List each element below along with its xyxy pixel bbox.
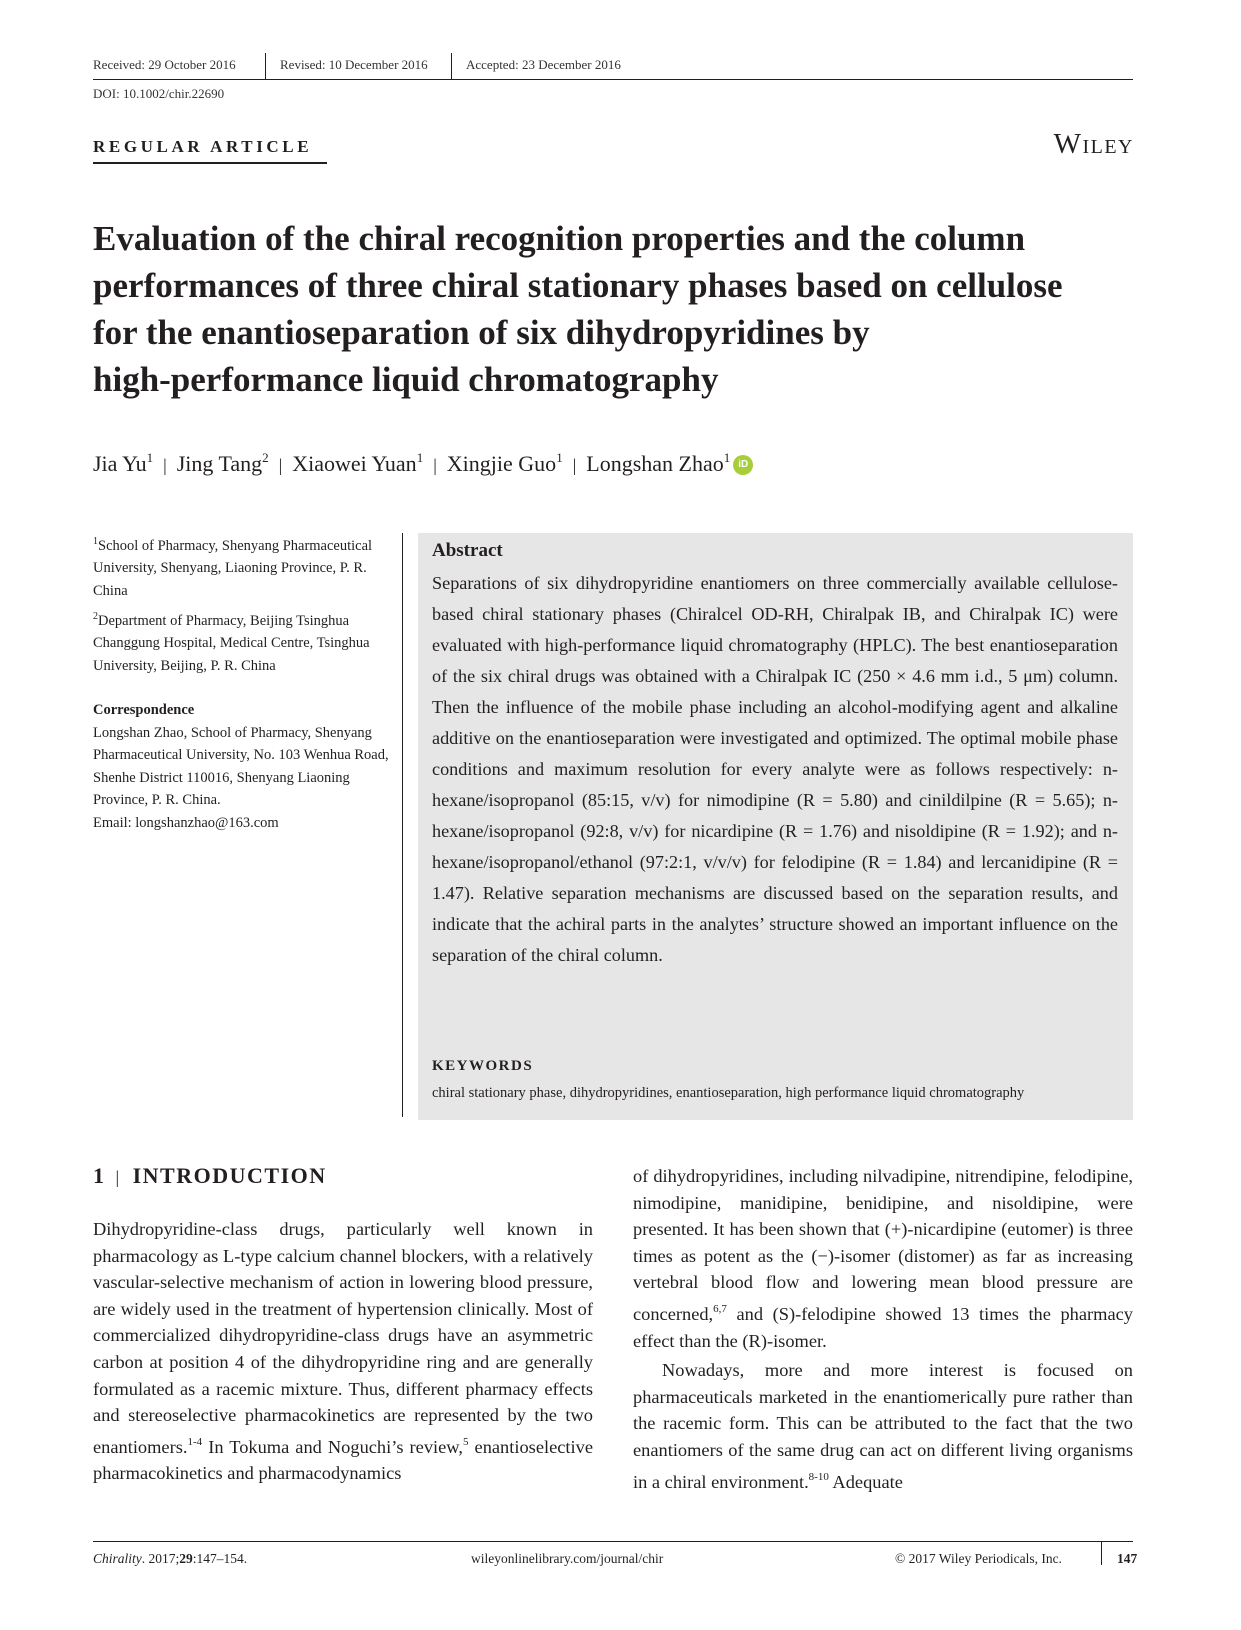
publisher-logo	[1054, 128, 1134, 161]
history-dates	[93, 57, 1133, 81]
affiliation-1	[93, 531, 393, 602]
separator: |	[433, 455, 437, 475]
column-divider	[402, 533, 403, 1117]
affiliation-marker: 2	[262, 450, 269, 465]
author-name[interactable]: Xingjie Guo	[446, 451, 557, 476]
orcid-icon[interactable]: iD	[733, 455, 753, 475]
body-text: In Tokuma and Noguchi’s review,	[202, 1436, 463, 1457]
paragraph	[93, 1216, 593, 1487]
article-title	[93, 215, 1153, 403]
affiliation-marker: 1	[556, 450, 563, 465]
affiliation-2	[93, 606, 393, 677]
body-text: Nowadays, more and more interest is focused on pharmaceuticals marketed in the enantiomerically pure rather than the racemic form. This can be attributed to the fact that the two enantiomers of the same drug can act on different living organisms in a chiral environment.	[633, 1360, 1133, 1492]
footer-citation	[93, 1551, 247, 1567]
citation-year: . 2017;	[141, 1551, 180, 1566]
author-name[interactable]: Longshan Zhao	[586, 451, 724, 476]
citation-volume: 29	[179, 1551, 193, 1566]
section-title: INTRODUCTION	[132, 1163, 327, 1188]
body-text: of dihydropyridines, including nilvadipine, nitrendipine, felodipine, nimodipine, manidipine, benidipine, and nisoldipine, were presented. It has been shown that (+)-nicardipine (eutomer) is three times as potent as the (−)-isomer (distomer) as far as increasing vertebral blood flow and lowering mean blood pressure are concerned,	[633, 1166, 1133, 1324]
abstract-heading: Abstract	[432, 540, 503, 561]
author-name[interactable]: Jia Yu	[93, 451, 147, 476]
keywords-list: chiral stationary phase, dihydropyridines, enantioseparation, high performance liquid chromatography	[432, 1085, 1025, 1101]
publisher-name: Wiley	[1053, 128, 1134, 160]
body-text: Dihydropyridine-class drugs, particularly well known in pharmacology as L-type calcium channel blockers, with a relatively vascular-selective mechanism of action in lowering blood pressure, are widely used in the treatment of hypertension clinically. Most of commercialized dihydropyridine-class drugs have an asymmetric carbon at position 4 of the dihydropyridine ring and are generally formulated as a racemic mixture. Thus, different pharmacy effects and stereoselective pharmacokinetics are represented by the two enantiomers.	[93, 1219, 593, 1457]
affiliation-text: School of Pharmacy, Shenyang Pharmaceutical University, Shenyang, Liaoning Province, P. R. China	[93, 537, 373, 599]
paragraph	[633, 1357, 1133, 1495]
affiliation-marker: 1	[723, 450, 731, 465]
body-text: and (S)-felodipine showed 13 times the pharmacy effect than the (R)-isomer.	[633, 1303, 1133, 1351]
citation-ref[interactable]: 1-4	[187, 1435, 203, 1448]
doi[interactable]: DOI: 10.1002/chir.22690	[93, 86, 225, 101]
abstract-text: Separations of six dihydropyridine enantiomers on three commercially available cellulose-based chiral stationary phases (Chiralcel OD-RH, Chiralpak IB, and Chiralpak IC) were evaluated with high-performance liquid chromatography (HPLC). The best enantioseparation of the six chiral drugs was obtained with a Chiralpak IC (250 × 4.6 mm i.d., 5 μm) column. Then the influence of the mobile phase including an alcohol-modifying agent and alkaline additive on the enantioseparation were investigated and optimized. The optimal mobile phase conditions and maximum resolution for every analyte were as follows respectively: n-hexane/isopropanol (85:15, v/v) for nimodipine (R = 5.80) and cinildilpine (R = 5.65); n-hexane/isopropanol (92:8, v/v) for nicardipine (R = 1.76) and nisoldipine (R = 1.92); and n-hexane/isopropanol/ethanol (97:2:1, v/v/v) for felodipine (R = 1.84) and lercanidipine (R = 1.47). Relative separation mechanisms are discussed based on the separation results, and indicate that the achiral parts in the analytes’ structure showed an important influence on the separation of the chiral column.	[432, 573, 1118, 965]
correspondence-address: Longshan Zhao, School of Pharmacy, Shenyang Pharmaceutical University, No. 103 Wenhua Road, Shenhe District 110016, Shenyang Liaoning Province, P. R. China.	[93, 724, 389, 808]
separator: |	[572, 455, 577, 475]
separator: |	[115, 1167, 121, 1187]
page-number: 147	[1117, 1551, 1138, 1566]
body-column-left	[93, 1216, 593, 1487]
section-number: 1	[93, 1163, 106, 1188]
citation-ref[interactable]: 6,7	[713, 1302, 727, 1315]
title-line: Evaluation of the chiral recognition properties and the column	[93, 219, 1026, 258]
citation-ref[interactable]: 8-10	[808, 1470, 829, 1483]
body-text: enantioselective pharmacokinetics and pharmacodynamics	[93, 1436, 593, 1484]
paragraph	[633, 1163, 1133, 1354]
separator: |	[163, 455, 167, 475]
journal-name: Chirality	[93, 1551, 142, 1566]
article-type: REGULAR ARTICLE	[93, 137, 313, 156]
affiliation-text: Department of Pharmacy, Beijing Tsinghua Changgung Hospital, Medical Centre, Tsinghua University, Beijing, P. R. China	[93, 612, 370, 674]
affiliation-number: 1	[93, 536, 98, 547]
revised-date: Revised: 10 December 2016	[280, 57, 428, 72]
title-line: for the enantioseparation of six dihydropyridines by	[93, 313, 870, 352]
body-column-right	[633, 1163, 1133, 1495]
author-name[interactable]: Jing Tang	[176, 451, 263, 476]
keywords-heading: KEYWORDS	[432, 1058, 534, 1074]
section-heading	[93, 1163, 327, 1189]
affiliation-number: 2	[93, 611, 98, 622]
title-line: performances of three chiral stationary phases based on cellulose	[93, 266, 1063, 305]
correspondence	[93, 699, 393, 834]
header-rule	[93, 79, 1133, 80]
affiliation-marker: 1	[416, 450, 424, 465]
correspondence-title: Correspondence	[93, 702, 195, 718]
citation-ref[interactable]: 5	[462, 1435, 469, 1448]
author-list	[93, 450, 753, 477]
footer-url[interactable]: wileyonlinelibrary.com/journal/chir	[471, 1551, 664, 1566]
affiliation-marker: 1	[146, 450, 154, 465]
footer-copyright: © 2017 Wiley Periodicals, Inc.	[895, 1551, 1062, 1566]
separator	[1101, 1541, 1102, 1565]
received-date: Received: 29 October 2016	[93, 57, 236, 72]
correspondence-email[interactable]: Email: longshanzhao@163.com	[93, 814, 279, 831]
article-type-underline	[93, 162, 327, 164]
footer-rule	[93, 1541, 1133, 1542]
body-text: Adequate	[828, 1471, 903, 1492]
citation-pages: :147–154.	[192, 1551, 248, 1566]
separator	[451, 53, 452, 79]
author-name[interactable]: Xiaowei Yuan	[292, 451, 417, 476]
accepted-date: Accepted: 23 December 2016	[466, 57, 621, 72]
separator: |	[278, 455, 283, 475]
title-line: high-performance liquid chromatography	[93, 360, 719, 399]
separator	[265, 53, 266, 79]
